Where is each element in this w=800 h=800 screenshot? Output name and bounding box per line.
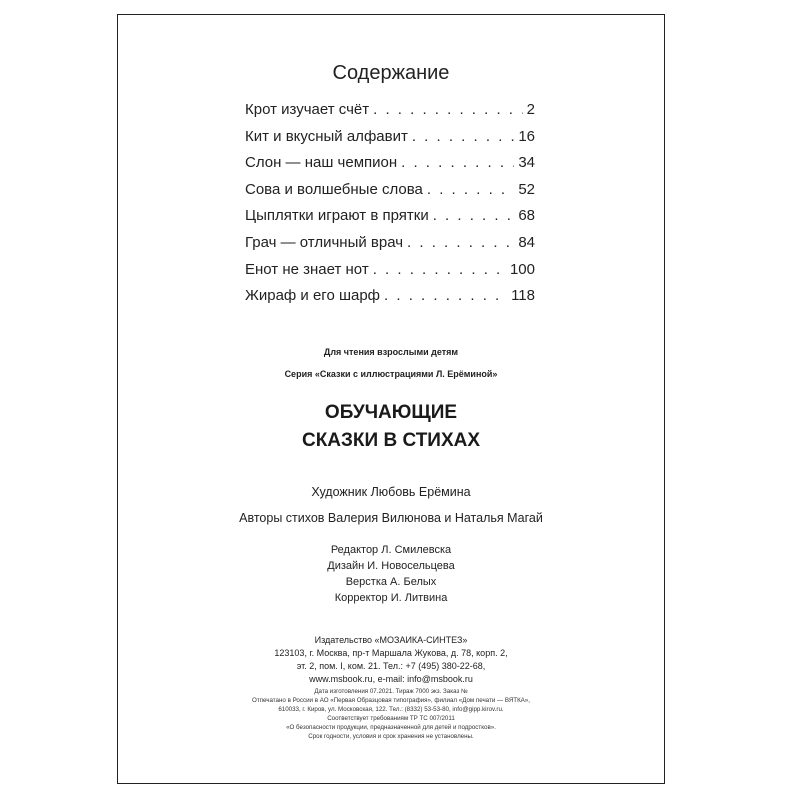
toc-item-title: Жираф и его шарф [245,287,381,305]
toc-title: Содержание [332,62,450,84]
staff-credits [118,542,664,606]
book-page [117,14,665,784]
toc-item-title: Цыплятки играют в прятки [245,207,429,225]
series-label: Серия «Сказки с иллюстрациями Л. Ерёминой» [284,369,498,379]
legal-line: Срок годности, условия и срок хранения не установлены. [308,733,474,740]
toc-leader-dots [433,207,515,224]
legal-line: Отпечатано в России в АО «Первая Образцовая типография», филиал «Дом печати — ВЯТКА», [252,697,530,704]
audience-label: Для чтения взрослыми детям [323,347,459,357]
credit-line: Корректор И. Литвина [334,592,448,604]
credit-line: Дизайн И. Новосельцева [327,560,455,572]
toc-item-page: 84 [518,233,535,251]
legal-line: Соответствует требованиям ТР ТС 007/2011 [327,715,455,722]
toc-item-page: 52 [518,180,535,198]
legal-line: «О безопасности продукции, предназначенной для детей и подростков». [286,724,496,731]
legal-line: 610033, г. Киров, ул. Московская, 122. Тел.: (8332) 53-53-80, info@gipp.kirov.ru. [278,706,504,713]
toc-item-title: Сова и волшебные слова [245,180,423,198]
toc-leader-dots [384,287,507,304]
publisher-line: Издательство «МОЗАИКА-СИНТЕЗ» [314,635,468,645]
publisher-line: 123103, г. Москва, пр-т Маршала Жукова, д. 78, корп. 2, [274,648,508,658]
publisher-line: www.msbook.ru, e-mail: info@msbook.ru [309,674,473,684]
legal-line: Дата изготовления 07.2021. Тираж 7000 экз. Заказ № [314,688,468,695]
book-title [118,399,664,455]
toc-item [245,234,535,261]
authors-credit: Авторы стихов Валерия Вилюнова и Наталья Магай [239,511,543,525]
toc-leader-dots [412,128,514,145]
toc-item-page: 68 [518,207,535,225]
toc-item-title: Кит и вкусный алфавит [245,127,408,145]
toc-item-title: Грач — отличный врач [245,233,404,251]
toc-item [245,154,535,181]
toc-item [245,287,535,314]
toc-item [245,101,535,128]
toc-item [245,261,535,288]
toc-list [245,101,535,314]
credit-line: Редактор Л. Смилевска [330,544,452,556]
publisher-line: эт. 2, пом. I, ком. 21. Тел.: +7 (495) 380-22-68, [296,661,486,671]
toc-item [245,128,535,155]
toc-item-title: Енот не знает нот [245,260,369,278]
toc-leader-dots [407,234,514,251]
toc-leader-dots [373,261,506,278]
book-title-line: ОБУЧАЮЩИЕ [324,402,458,423]
toc-item-title: Крот изучает счёт [245,101,370,118]
publisher-info [118,634,664,686]
legal-info [118,687,664,741]
toc-item-page: 118 [511,287,535,305]
toc-item-title: Слон — наш чемпион [245,154,398,172]
artist-credit: Художник Любовь Ерёмина [311,485,471,499]
toc-leader-dots [401,154,514,171]
toc-item-page: 16 [518,127,535,145]
toc-item-page: 2 [526,101,535,118]
toc-item [245,181,535,208]
toc-item-page: 100 [509,260,535,278]
credit-line: Верстка А. Белых [345,576,437,588]
toc-item [245,207,535,234]
toc-leader-dots [427,181,514,198]
toc-leader-dots [373,101,523,118]
book-title-line: СКАЗКИ В СТИХАХ [301,430,481,451]
toc-item-page: 34 [518,154,535,172]
